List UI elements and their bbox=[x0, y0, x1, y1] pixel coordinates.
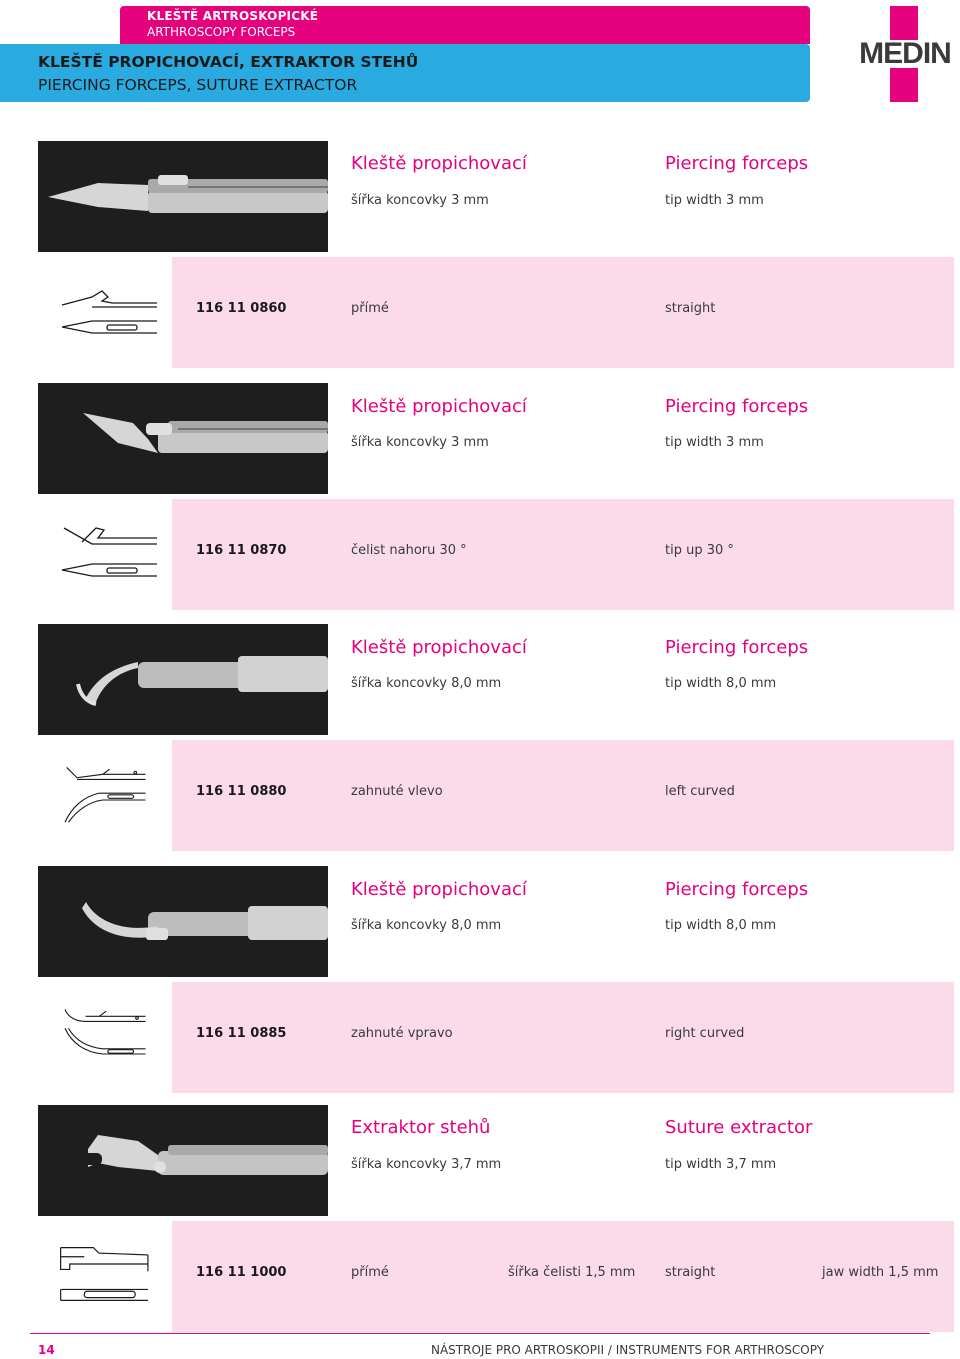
tip-width-cs: šířka koncovky 8,0 mm bbox=[351, 918, 502, 933]
technical-drawing-5 bbox=[52, 1244, 162, 1304]
page-title-cs: KLEŠTĚ PROPICHOVACÍ, EXTRAKTOR STEHŮ bbox=[38, 53, 419, 71]
product-name-en: Piercing forceps bbox=[665, 153, 809, 174]
product-row-2 bbox=[172, 499, 954, 610]
category-cs: KLEŠTĚ ARTROSKOPICKÉ bbox=[147, 9, 319, 23]
tip-width-en: tip width 3 mm bbox=[665, 193, 764, 208]
product-photo-5 bbox=[38, 1105, 328, 1216]
variant-en: tip up 30 ° bbox=[665, 543, 734, 558]
tip-width-cs: šířka koncovky 3 mm bbox=[351, 193, 489, 208]
product-photo-4 bbox=[38, 866, 328, 977]
header-category-bar bbox=[120, 6, 810, 44]
variant-en: straight bbox=[665, 1265, 716, 1280]
variant-cs: přímé bbox=[351, 301, 389, 316]
jaw-width-cs: šířka čelisti 1,5 mm bbox=[508, 1265, 636, 1280]
logo-text: MEDIN bbox=[859, 37, 951, 70]
tip-width-cs: šířka koncovky 3,7 mm bbox=[351, 1157, 502, 1172]
product-name-cs: Kleště propichovací bbox=[351, 879, 527, 900]
product-name-en: Piercing forceps bbox=[665, 396, 809, 417]
product-code: 116 11 0885 bbox=[196, 1026, 287, 1041]
product-code: 116 11 0870 bbox=[196, 543, 287, 558]
product-row-1 bbox=[172, 257, 954, 368]
product-photo-1 bbox=[38, 141, 328, 252]
product-name-cs: Kleště propichovací bbox=[351, 637, 527, 658]
jaw-width-en: jaw width 1,5 mm bbox=[822, 1265, 939, 1280]
variant-cs: čelist nahoru 30 ° bbox=[351, 543, 467, 558]
technical-drawing-1 bbox=[52, 285, 162, 345]
product-name-en: Piercing forceps bbox=[665, 637, 809, 658]
variant-cs: zahnuté vlevo bbox=[351, 784, 443, 799]
product-photo-3 bbox=[38, 624, 328, 735]
medin-logo bbox=[850, 6, 958, 104]
product-name-en: Suture extractor bbox=[665, 1117, 813, 1138]
variant-en: right curved bbox=[665, 1026, 745, 1041]
footer-divider bbox=[30, 1333, 930, 1334]
tip-width-en: tip width 8,0 mm bbox=[665, 676, 777, 691]
variant-cs: zahnuté vpravo bbox=[351, 1026, 453, 1041]
header-title-bar bbox=[0, 44, 810, 102]
footer-text: NÁSTROJE PRO ARTROSKOPII / INSTRUMENTS FOR ARTHROSCOPY bbox=[431, 1343, 825, 1357]
product-name-cs: Kleště propichovací bbox=[351, 153, 527, 174]
variant-en: left curved bbox=[665, 784, 735, 799]
product-row-4 bbox=[172, 982, 954, 1093]
variant-cs: přímé bbox=[351, 1265, 389, 1280]
product-name-cs: Kleště propichovací bbox=[351, 396, 527, 417]
category-en: ARTHROSCOPY FORCEPS bbox=[147, 25, 296, 39]
product-code: 116 11 0880 bbox=[196, 784, 287, 799]
tip-width-cs: šířka koncovky 8,0 mm bbox=[351, 676, 502, 691]
product-name-cs: Extraktor stehů bbox=[351, 1117, 491, 1138]
variant-en: straight bbox=[665, 301, 716, 316]
technical-drawing-3 bbox=[52, 764, 162, 824]
tip-width-en: tip width 3 mm bbox=[665, 435, 764, 450]
product-name-en: Piercing forceps bbox=[665, 879, 809, 900]
product-photo-2 bbox=[38, 383, 328, 494]
technical-drawing-2 bbox=[52, 522, 162, 582]
technical-drawing-4 bbox=[52, 1006, 162, 1066]
tip-width-cs: šířka koncovky 3 mm bbox=[351, 435, 489, 450]
tip-width-en: tip width 8,0 mm bbox=[665, 918, 777, 933]
tip-width-en: tip width 3,7 mm bbox=[665, 1157, 777, 1172]
product-row-3 bbox=[172, 740, 954, 851]
page-number: 14 bbox=[38, 1343, 55, 1357]
page-title-en: PIERCING FORCEPS, SUTURE EXTRACTOR bbox=[38, 76, 358, 94]
product-code: 116 11 0860 bbox=[196, 301, 287, 316]
product-code: 116 11 1000 bbox=[196, 1265, 287, 1280]
